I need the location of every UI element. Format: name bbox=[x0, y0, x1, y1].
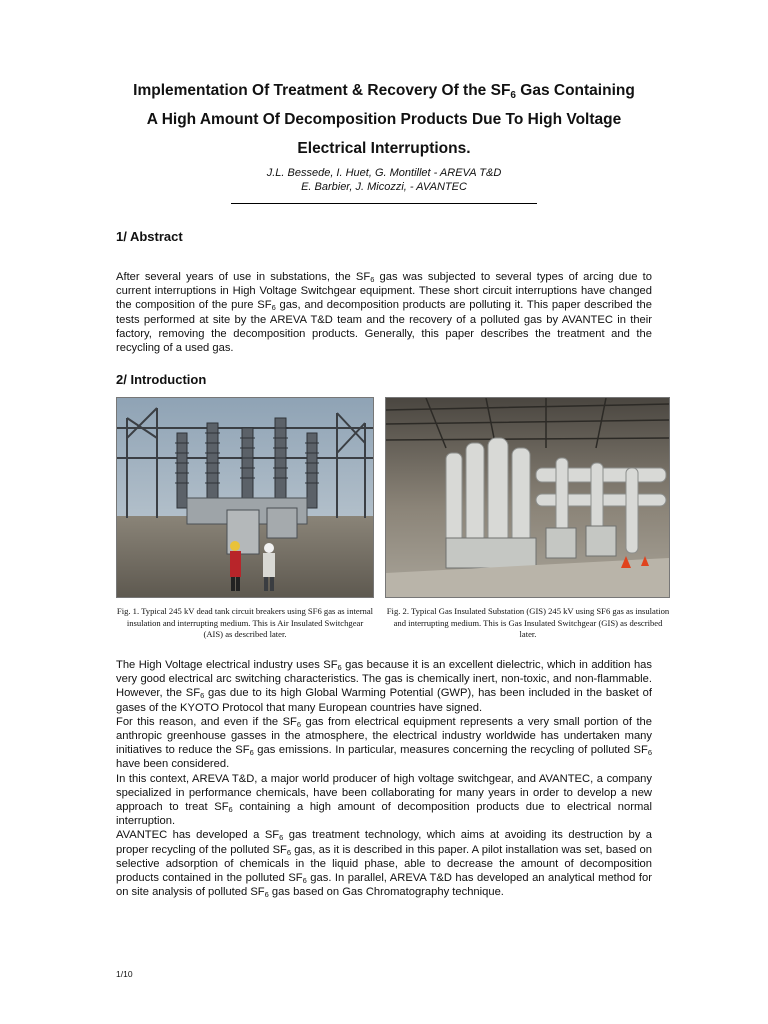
figure-1-photo bbox=[116, 397, 374, 598]
introduction-body bbox=[116, 658, 652, 899]
intro-paragraph-4: AVANTEC has developed a $SF_6$ gas treatment technology, which aims at avoiding its destruction by a proper recycling of the polluted $SF_6$ gas, as it is described in this paper. A pilot installation was set, based on selective adsorption of chemicals in the liquid phase, able to decrease the amount of decomposition products contained in the polluted $SF_6$ gas. In parallel, AREVA T&D has developed an analytical method for on site analysis of polluted $SF_6$ gas based on Gas Chromatography technique. bbox=[116, 829, 652, 900]
page-number: 1/10 bbox=[116, 969, 133, 979]
figure-2-photo bbox=[385, 397, 670, 598]
figure-2-caption: Fig. 2. Typical Gas Insulated Substation (GIS) 245 kV using SF6 gas as insulation and interrupting medium. This is Gas Insulated Switchgear (GIS) as described later. bbox=[386, 606, 670, 639]
figure-1-caption: Fig. 1. Typical 245 kV dead tank circuit breakers using SF6 gas as internal insulation and interrupting medium. This is Air Insulated Switchgear (AIS) as described later. bbox=[116, 606, 374, 639]
title-line-1: Implementation Of Treatment & Recovery Of the $SF_6$ Gas Containing bbox=[133, 82, 635, 101]
authors bbox=[96, 166, 672, 194]
title-line-2: A High Amount Of Decomposition Products Due To High Voltage bbox=[146, 111, 622, 128]
intro-paragraph-3: In this context, AREVA T&D, a major world producer of high voltage switchgear, and AVANTEC, a company specialized in performance chemicals, have been collaborating for many years in order to develop a new approach to treat $SF_6$ containing a high amount of decomposition products due to electrical normal interruption. bbox=[116, 772, 652, 828]
title-line-3: Electrical Interruptions. bbox=[297, 140, 471, 157]
intro-paragraph-1: The High Voltage electrical industry uses $SF_6$ gas because it is an excellent dielectric, which in addition has very good electrical arc switching characteristics. The gas is chemically inert, non-toxic, and non-flammable. However, the $SF_6$ gas due to its high Global Warming Potential (GWP), has been included in the basket of gases of the KYOTO Protocol that many European countries have signed. bbox=[116, 659, 652, 714]
abstract-heading: 1/ Abstract bbox=[116, 229, 183, 244]
introduction-heading: 2/ Introduction bbox=[116, 372, 207, 387]
authors-line-2: E. Barbier, J. Micozzi, - AVANTEC bbox=[301, 181, 467, 193]
abstract-paragraph: After several years of use in substations, the $SF_6$ gas was subjected to several types of arcing due to current interruptions in High Voltage Switchgear equipment. These short circuit interruptions have changed the composition of the pure $SF_6$ gas, and decomposition products are polluting it. This paper described the tests performed at site by the AREVA T&D team and the recovery of a polluted gas by AVANTEC in their factory, removing the decomposition products. Generally, this paper describes the treatment and the recycling of a used gas. bbox=[116, 271, 652, 355]
title-divider bbox=[231, 203, 537, 204]
paper-title bbox=[96, 76, 672, 163]
intro-paragraph-2: For this reason, and even if the $SF_6$ gas from electrical equipment represents a very small portion of the anthropic greenhouse gasses in the atmosphere, the electrical industry worldwide has undertaken many initiatives to reduce the $SF_6$ gas emissions. In particular, measures concerning the recycling of polluted $SF_6$ have been considered. bbox=[116, 715, 652, 771]
authors-line-1: J.L. Bessede, I. Huet, G. Montillet - AREVA T&D bbox=[266, 167, 502, 179]
